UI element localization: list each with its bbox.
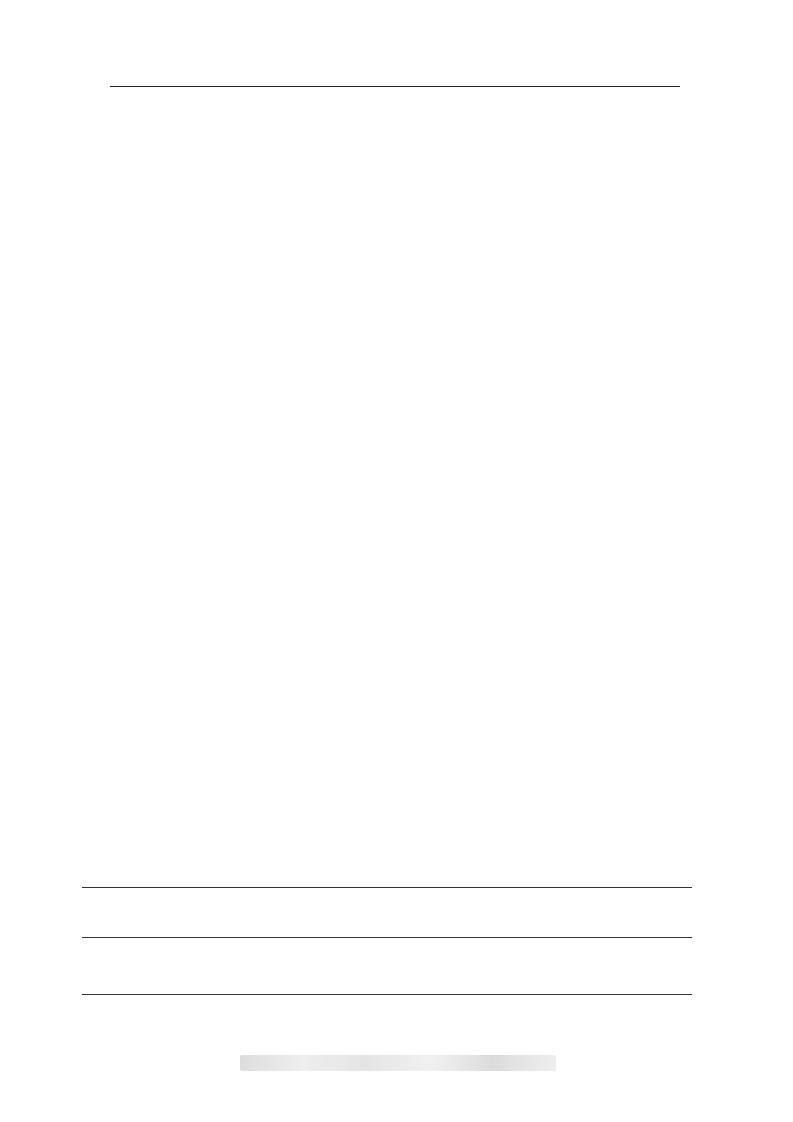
section1-heading [80,60,110,76]
sentence-line-2 [82,955,692,995]
watermark [240,1055,556,1071]
practice-grid [110,86,680,87]
blank-writing-line [82,895,692,938]
sentence-line-1 [82,846,692,888]
